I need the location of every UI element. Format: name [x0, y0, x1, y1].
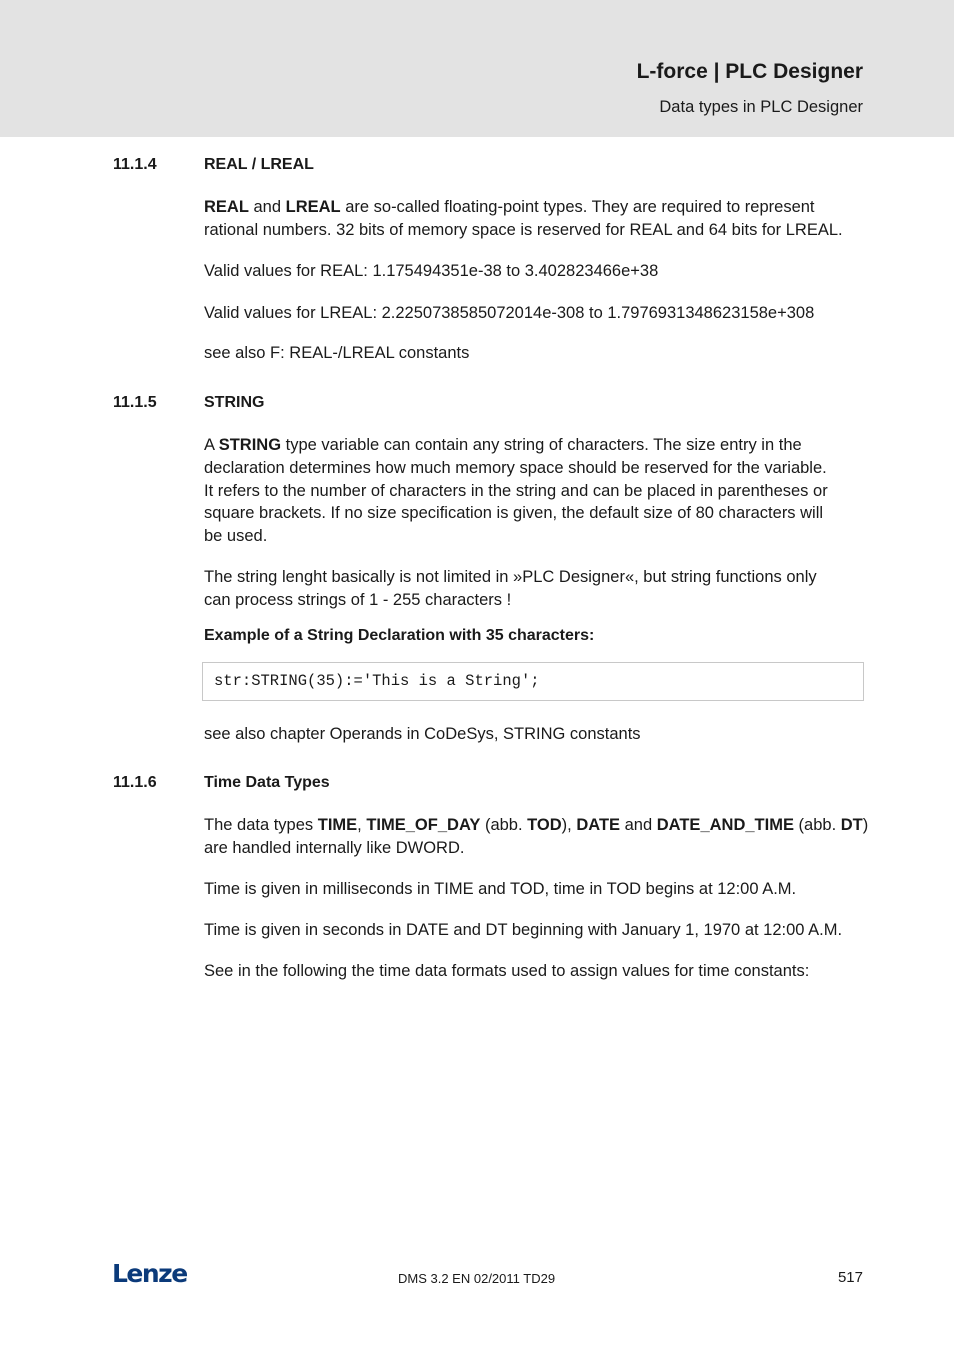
paragraph-line: The data types TIME, TIME_OF_DAY (abb. TOD), DATE and DATE_AND_TIME (abb. DT) [204, 816, 869, 834]
paragraph: Time is given in seconds in DATE and DT beginning with January 1, 1970 at 12:00 A.M. [204, 921, 843, 939]
paragraph: see also chapter Operands in CoDeSys, STRING constants [204, 725, 641, 743]
paragraph-line: It refers to the number of characters in the string and can be placed in parentheses or [204, 481, 828, 500]
paragraph-line: rational numbers. 32 bits of memory space is reserved for REAL and 64 bits for LREAL. [204, 220, 843, 239]
paragraph: Valid values for LREAL: 2.2250738585072014e-308 to 1.7976931348623158e+308 [204, 304, 815, 322]
paragraph: Time is given in milliseconds in TIME and TOD, time in TOD begins at 12:00 A.M. [204, 880, 797, 898]
paragraph: Valid values for REAL: 1.175494351e-38 to 3.402823466e+38 [204, 262, 659, 280]
code-block [202, 662, 864, 701]
section-number: 11.1.4 [113, 156, 157, 173]
chapter-subtitle: Data types in PLC Designer [659, 98, 863, 116]
paragraph-line: be used. [204, 527, 268, 546]
keyword: LREAL [285, 198, 341, 216]
keyword: DATE [576, 816, 621, 834]
product-title: L-force | PLC Designer [636, 60, 863, 83]
keyword: STRING [218, 436, 282, 454]
section-title: STRING [204, 394, 265, 411]
keyword: TOD [527, 816, 562, 834]
paragraph: see also F: REAL-/LREAL constants [204, 344, 470, 362]
document-id: DMS 3.2 EN 02/2011 TD29 [398, 1271, 556, 1286]
paragraph [204, 434, 869, 548]
section-number: 11.1.6 [113, 774, 157, 791]
paragraph-line: A STRING type variable can contain any string of characters. The size entry in the [204, 436, 802, 454]
paragraph [204, 196, 869, 242]
keyword: TIME [317, 816, 358, 834]
keyword: REAL [204, 198, 249, 216]
keyword: DT [840, 816, 863, 834]
paragraph-line: square brackets. If no size specification is given, the default size of 80 characters will [204, 504, 824, 523]
keyword: TIME_OF_DAY [366, 816, 481, 834]
paragraph [204, 566, 869, 612]
paragraph [204, 814, 869, 860]
paragraph: See in the following the time data formats used to assign values for time constants: [204, 962, 810, 980]
paragraph-line: The string lenght basically is not limited in »PLC Designer«, but string functions only [204, 568, 817, 586]
keyword: DATE_AND_TIME [656, 816, 794, 834]
paragraph-line: can process strings of 1 - 255 characters ! [204, 590, 512, 609]
section-title: REAL / LREAL [204, 156, 314, 173]
paragraph-line: are handled internally like DWORD. [204, 838, 465, 857]
paragraph-line: REAL and LREAL are so-called floating-point types. They are required to represent [204, 198, 815, 216]
lenze-logo: Lenze [112, 1259, 187, 1288]
section-title: Time Data Types [204, 774, 330, 791]
section-number: 11.1.5 [113, 394, 157, 411]
paragraph-line: declaration determines how much memory space should be reserved for the variable. [204, 458, 827, 477]
example-heading: Example of a String Declaration with 35 characters: [204, 627, 595, 644]
page-number: 517 [837, 1269, 863, 1286]
code-text: str:STRING(35):='This is a String'; [214, 672, 540, 690]
